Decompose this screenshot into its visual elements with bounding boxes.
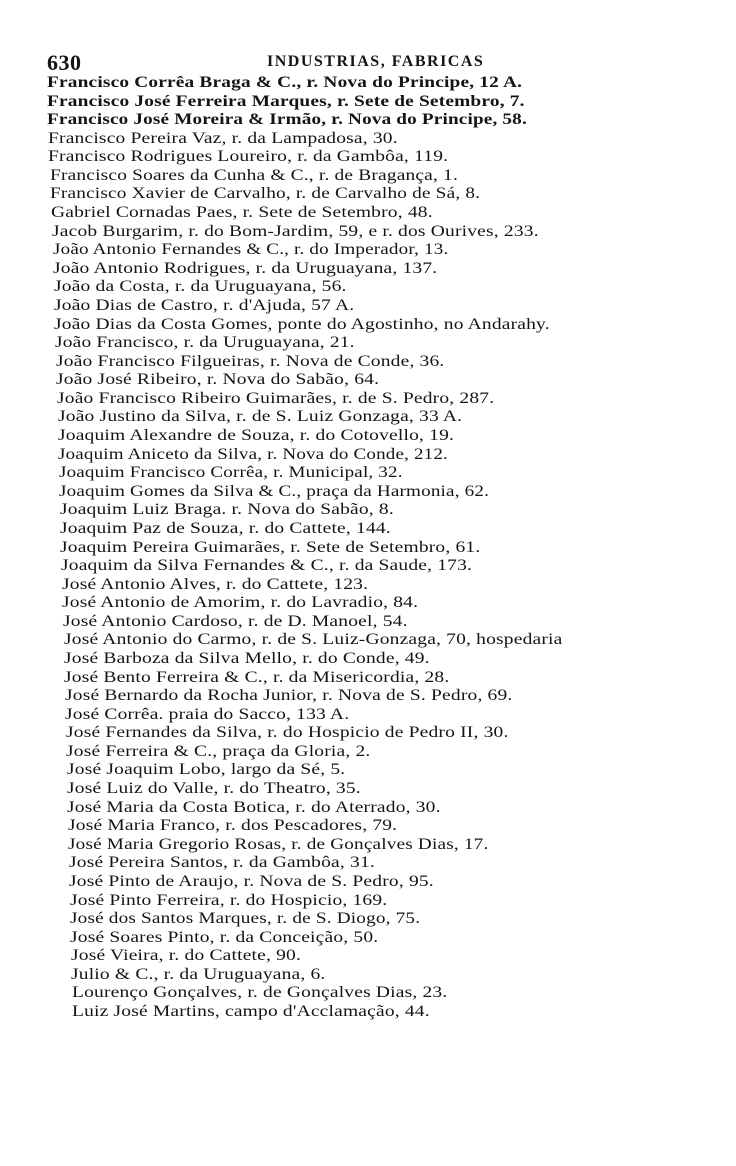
directory-entry: João Dias da Costa Gomes, ponte do Agostinho, no Andarahy. [54, 315, 550, 333]
directory-entry: José Pinto de Araujo, r. Nova de S. Pedro, 95. [69, 872, 434, 890]
directory-entry: João Francisco Filgueiras, r. Nova de Conde, 36. [56, 352, 445, 370]
directory-entry: José Maria Gregorio Rosas, r. de Gonçalves Dias, 17. [68, 835, 489, 853]
directory-entry: José Bento Ferreira & C., r. da Misericordia, 28. [64, 668, 450, 686]
directory-entry: Joaquim da Silva Fernandes & C., r. da Saude, 173. [61, 557, 473, 575]
directory-entry: José Joaquim Lobo, largo da Sé, 5. [67, 761, 346, 779]
running-head: INDUSTRIAS, FABRICAS [267, 53, 485, 70]
directory-entry: Julio & C., r. da Uruguayana, 6. [71, 965, 326, 983]
directory-entry: Jacob Burgarim, r. do Bom-Jardim, 59, e r. dos Ourives, 233. [52, 222, 539, 240]
directory-entry: Joaquim Aniceto da Silva, r. Nova do Conde, 212. [58, 445, 448, 463]
directory-entry: Joaquim Alexandre de Souza, r. do Cotovello, 19. [58, 427, 455, 445]
directory-entry: Francisco Rodrigues Loureiro, r. da Gambôa, 119. [48, 148, 449, 166]
page-number: 630 [47, 50, 82, 75]
directory-entry: Francisco Xavier de Carvalho, r. de Carvalho de Sá, 8. [50, 185, 481, 203]
directory-entry: José Maria da Costa Botica, r. do Aterrado, 30. [67, 798, 441, 816]
directory-entry: José Antonio Alves, r. do Cattete, 123. [62, 575, 369, 593]
directory-entry: Gabriel Cornadas Paes, r. Sete de Setembro, 48. [51, 204, 433, 222]
directory-entry: João Antonio Rodrigues, r. da Uruguayana, 137. [53, 259, 438, 277]
directory-entry: Francisco Pereira Vaz, r. da Lampadosa, 30. [48, 129, 398, 147]
directory-entry: José Pereira Santos, r. da Gambôa, 31. [69, 854, 375, 872]
directory-entry: José Barboza da Silva Mello, r. do Conde, 49. [64, 649, 430, 667]
directory-entry: João Dias de Castro, r. d'Ajuda, 57 A. [54, 296, 355, 314]
directory-entry: Joaquim Paz de Souza, r. do Cattete, 144. [60, 519, 391, 537]
directory-entry: João Francisco Ribeiro Guimarães, r. de S. Pedro, 287. [57, 389, 495, 407]
page-header [47, 50, 687, 76]
directory-entry: José Maria Franco, r. dos Pescadores, 79. [68, 817, 398, 835]
directory-entry: José Antonio Cardoso, r. de D. Manoel, 54. [63, 612, 408, 630]
directory-entry: Luiz José Martins, campo d'Acclamação, 44. [72, 1003, 430, 1020]
directory-entry: João José Ribeiro, r. Nova do Sabão, 64. [56, 371, 380, 389]
directory-entry: José Fernandes da Silva, r. do Hospicio de Pedro II, 30. [66, 724, 509, 742]
directory-entry: Francisco José Moreira & Irmão, r. Nova do Principe, 58. [47, 111, 527, 129]
directory-entry: Joaquim Pereira Guimarães, r. Sete de Setembro, 61. [60, 538, 481, 556]
directory-entry: Joaquim Gomes da Silva & C., praça da Harmonia, 62. [59, 482, 490, 500]
directory-entry: José Vieira, r. do Cattete, 90. [71, 947, 302, 965]
directory-entry: José Soares Pinto, r. da Conceição, 50. [70, 928, 379, 946]
directory-entry: José Antonio do Carmo, r. de S. Luiz-Gonzaga, 70, hospedaria [64, 631, 563, 649]
directory-entry: João da Costa, r. da Uruguayana, 56. [54, 278, 347, 296]
directory-entry: João Justino da Silva, r. de S. Luiz Gonzaga, 33 A. [58, 408, 463, 426]
directory-entry: Joaquim Luiz Braga. r. Nova do Sabão, 8. [60, 501, 394, 519]
directory-entry: Lourenço Gonçalves, r. de Gonçalves Dias, 23. [72, 984, 448, 1002]
directory-entry: José Corrêa. praia do Sacco, 133 A. [65, 705, 350, 723]
directory-entry: José Luiz do Valle, r. do Theatro, 35. [67, 780, 361, 798]
directory-entry: José dos Santos Marques, r. de S. Diogo, 75. [70, 910, 421, 928]
directory-entry: José Pinto Ferreira, r. do Hospicio, 169. [70, 891, 388, 909]
directory-entry: Francisco Corrêa Braga & C., r. Nova do Principe, 12 A. [47, 74, 523, 91]
directory-entry: Francisco Soares da Cunha & C., r. de Bragança, 1. [50, 166, 458, 184]
directory-entry: João Francisco, r. da Uruguayana, 21. [55, 334, 355, 352]
directory-entry: José Bernardo da Rocha Junior, r. Nova de S. Pedro, 69. [65, 687, 513, 705]
directory-entry: José Antonio de Amorim, r. do Lavradio, 84. [62, 594, 419, 612]
directory-entry: João Antonio Fernandes & C., r. do Imperador, 13. [53, 241, 449, 259]
directory-entry: José Ferreira & C., praça da Gloria, 2. [66, 742, 371, 760]
directory-entry: Joaquim Francisco Corrêa, r. Municipal, 32. [59, 464, 403, 482]
directory-entry: Francisco José Ferreira Marques, r. Sete de Setembro, 7. [47, 92, 525, 110]
